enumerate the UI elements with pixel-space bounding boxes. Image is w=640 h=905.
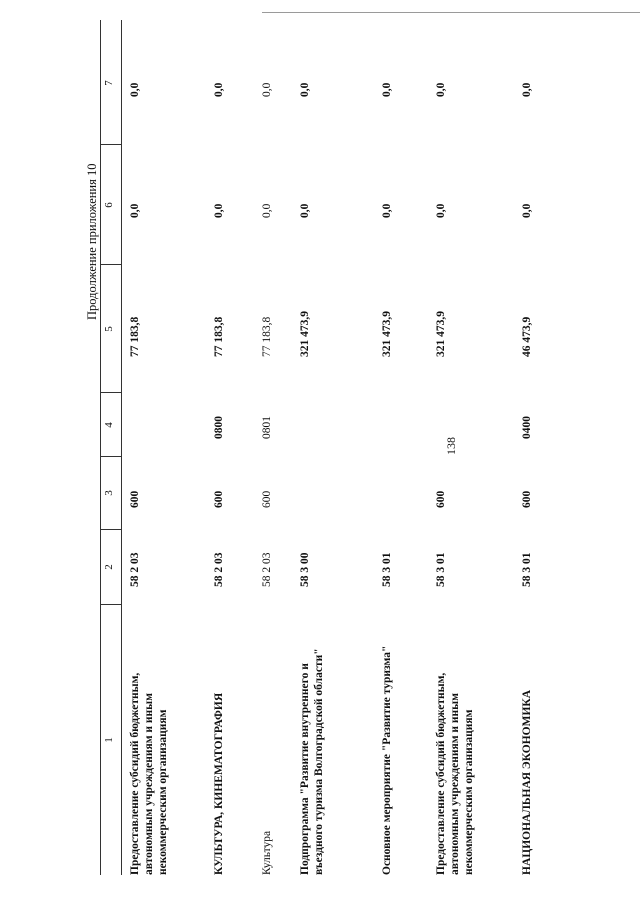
cell-col7: 0,0 <box>299 82 311 97</box>
table-header <box>100 20 122 875</box>
table-row <box>514 20 554 875</box>
cell-col7: 0,0 <box>213 82 225 97</box>
cell-type: 600 <box>129 490 141 508</box>
cell-code: 58 3 00 <box>299 552 311 587</box>
table-row <box>254 20 292 875</box>
cell-amount: 321 473,9 <box>381 311 393 357</box>
cell-col6: 0,0 <box>521 203 533 218</box>
cell-amount: 77 183,8 <box>213 316 225 357</box>
table-row <box>292 20 374 875</box>
row-name: Подпрограмма "Развитие внутреннего и въездного туризма Волгоградской области" <box>299 648 325 875</box>
cell-type: 600 <box>261 490 273 508</box>
table-row <box>374 20 428 875</box>
header-col-6: 6 <box>103 202 115 208</box>
column-divider <box>101 392 121 393</box>
cell-col6: 0,0 <box>381 203 393 218</box>
table-row <box>428 20 514 875</box>
cell-col6: 0,0 <box>435 203 447 218</box>
cell-col7: 0,0 <box>381 82 393 97</box>
header-col-5: 5 <box>103 326 115 332</box>
header-col-3: 3 <box>103 490 115 496</box>
cell-code: 58 2 03 <box>213 552 225 587</box>
cell-col7: 0,0 <box>129 82 141 97</box>
cell-section: 0801 <box>261 416 273 439</box>
column-divider <box>101 604 121 605</box>
cell-amount: 77 183,8 <box>129 316 141 357</box>
cell-col6: 0,0 <box>129 203 141 218</box>
cell-code: 58 3 01 <box>435 552 447 587</box>
row-name: Основное мероприятие "Развитие туризма" <box>381 645 393 875</box>
cell-section: 0400 <box>521 416 533 439</box>
header-col-7: 7 <box>103 80 115 86</box>
header-col-1: 1 <box>103 737 115 743</box>
continuation-title: Продолжение приложения 10 <box>85 163 99 320</box>
row-name: КУЛЬТУРА, КИНЕМАТОГРАФИЯ <box>213 692 225 875</box>
cell-code: 58 2 03 <box>129 552 141 587</box>
rotated-page <box>20 5 640 885</box>
cell-col6: 0,0 <box>213 203 225 218</box>
row-name: НАЦИОНАЛЬНАЯ ЭКОНОМИКА <box>521 689 533 875</box>
cell-type: 600 <box>435 490 447 508</box>
cell-code: 58 3 01 <box>521 552 533 587</box>
table-row <box>206 20 254 875</box>
row-name: Культура <box>261 830 273 875</box>
cell-type: 600 <box>213 490 225 508</box>
cell-col6: 0,0 <box>299 203 311 218</box>
column-divider <box>101 529 121 530</box>
cell-amount: 321 473,9 <box>299 311 311 357</box>
table-row <box>122 20 206 875</box>
cell-col6: 0,0 <box>261 203 273 218</box>
cell-col7: 0,0 <box>521 82 533 97</box>
column-divider <box>101 144 121 145</box>
cell-amount: 46 473,9 <box>521 316 533 357</box>
cell-code: 58 2 03 <box>261 552 273 587</box>
row-name: Предоставление субсидий бюджетным, автономным учреждениям и иным некоммерческим организациям <box>129 672 169 875</box>
column-divider <box>101 264 121 265</box>
cell-type: 600 <box>521 490 533 508</box>
cell-amount: 321 473,9 <box>435 311 447 357</box>
cell-code: 58 3 01 <box>381 552 393 587</box>
header-col-4: 4 <box>103 422 115 428</box>
page-number: 138 <box>444 437 458 455</box>
cell-section: 0800 <box>213 416 225 439</box>
cell-col7: 0,0 <box>435 82 447 97</box>
budget-table <box>100 20 554 875</box>
cell-col7: 0,0 <box>261 82 273 97</box>
header-col-2: 2 <box>103 564 115 570</box>
column-divider <box>101 456 121 457</box>
row-name: Предоставление субсидий бюджетным, автономным учреждениям и иным некоммерческим организациям <box>435 672 475 875</box>
cell-amount: 77 183,8 <box>261 316 273 357</box>
